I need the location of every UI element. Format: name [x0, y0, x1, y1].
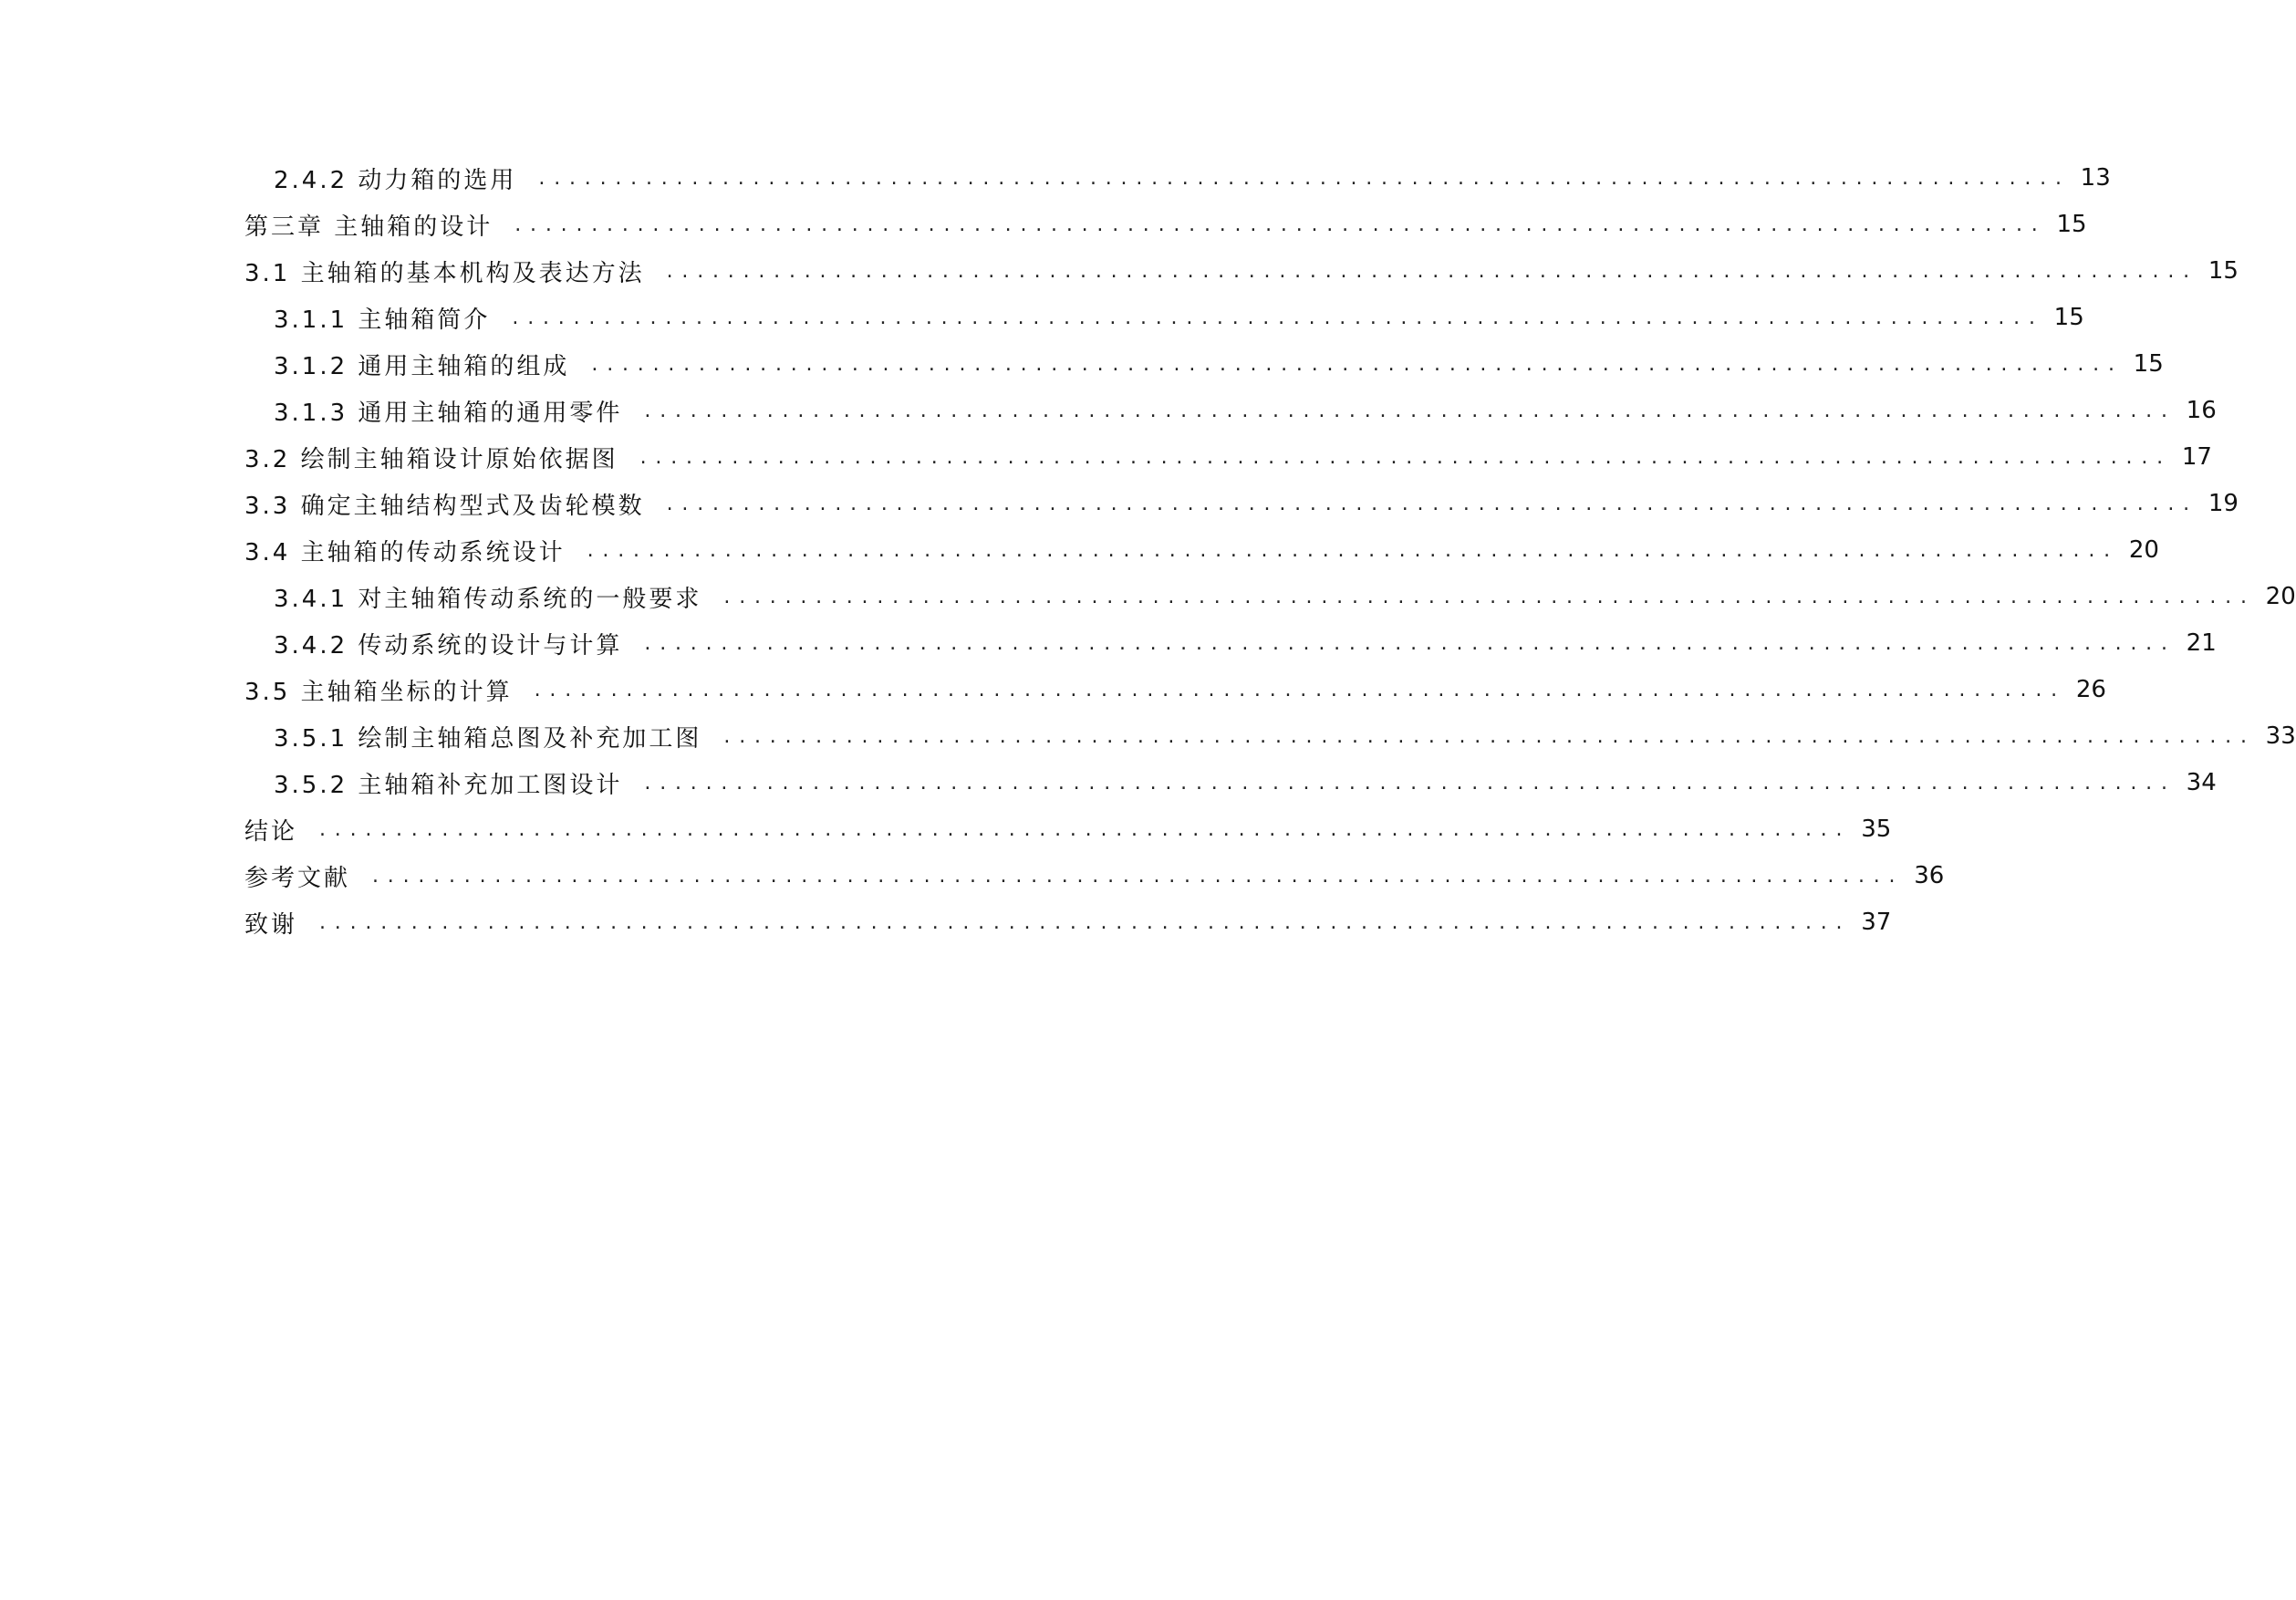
toc-entry[interactable] — [244, 811, 1892, 847]
toc-entry[interactable] — [244, 253, 2239, 289]
toc-entry-label: 3.1.1 主轴箱简介 — [274, 306, 491, 334]
toc-page-number: 15 — [2053, 304, 2084, 331]
toc-entry-label: 3.4 主轴箱的传动系统设计 — [244, 538, 566, 566]
toc-dot-leader: .................................................................................................... — [723, 724, 2256, 748]
toc-dot-leader: .................................................................................................... — [591, 352, 2124, 376]
toc-page-number: 20 — [2265, 583, 2296, 610]
toc-page-number: 37 — [1861, 909, 1892, 936]
toc-dot-leader: .................................................................................................... — [514, 213, 2047, 236]
toc-entry-label: 3.1.2 通用主轴箱的组成 — [274, 352, 570, 380]
toc-page-number: 35 — [1861, 816, 1892, 843]
toc-dot-leader: .................................................................................................... — [534, 678, 2066, 701]
toc-page-number: 19 — [2208, 490, 2239, 517]
toc-entry-label: 参考文献 — [244, 864, 351, 892]
toc-dot-leader: .................................................................................................... — [666, 492, 2198, 515]
toc-entry[interactable] — [244, 485, 2239, 522]
toc-dot-leader: .................................................................................................... — [644, 771, 2177, 795]
toc-dot-leader: .................................................................................................... — [644, 631, 2177, 655]
toc-page-number: 16 — [2186, 397, 2217, 424]
toc-entry-label: 3.5.1 绘制主轴箱总图及补充加工图 — [274, 724, 702, 753]
toc-dot-leader: .................................................................................................... — [666, 259, 2198, 283]
toc-entry[interactable] — [274, 299, 2084, 336]
toc-dot-leader: .................................................................................................... — [639, 445, 2172, 469]
toc-dot-leader: .................................................................................................... — [644, 399, 2177, 422]
toc-entry[interactable] — [274, 160, 2111, 196]
toc-entry-label: 3.3 确定主轴结构型式及齿轮模数 — [244, 492, 645, 520]
toc-entry-label: 3.1.3 通用主轴箱的通用零件 — [274, 399, 623, 427]
toc-entry[interactable] — [274, 346, 2164, 382]
toc-page-number: 17 — [2181, 443, 2212, 471]
toc-entry-label: 3.5.2 主轴箱补充加工图设计 — [274, 771, 623, 799]
toc-entry[interactable] — [244, 857, 1945, 894]
toc-page-number: 15 — [2208, 257, 2239, 285]
toc-dot-leader: .................................................................................................... — [538, 166, 2071, 190]
toc-page-number: 34 — [2186, 769, 2217, 796]
toc-entry[interactable] — [244, 904, 1892, 940]
toc-entry[interactable] — [274, 392, 2217, 429]
toc-dot-leader: .................................................................................................... — [372, 864, 1905, 888]
toc-page-number: 33 — [2265, 722, 2296, 750]
toc-entry-label: 3.2 绘制主轴箱设计原始依据图 — [244, 445, 618, 473]
toc-dot-leader: .................................................................................................... — [587, 538, 2119, 562]
toc-entry-label: 3.4.1 对主轴箱传动系统的一般要求 — [274, 585, 702, 613]
toc-entry[interactable] — [274, 764, 2217, 801]
toc-entry[interactable] — [244, 671, 2106, 708]
toc-page-number: 15 — [2133, 350, 2164, 378]
toc-entry-label: 致谢 — [244, 910, 298, 939]
toc-entry[interactable] — [274, 625, 2217, 661]
toc-entry-label: 结论 — [244, 817, 298, 846]
toc-page-number: 36 — [1914, 862, 1945, 889]
toc-entry[interactable] — [274, 578, 2296, 615]
toc-entry-label: 2.4.2 动力箱的选用 — [274, 166, 517, 194]
toc-page-number: 13 — [2080, 164, 2111, 192]
toc-dot-leader: .................................................................................................... — [723, 585, 2256, 608]
toc-entry-label: 3.5 主轴箱坐标的计算 — [244, 678, 513, 706]
toc-entry[interactable] — [274, 718, 2296, 754]
toc-dot-leader: .................................................................................................... — [319, 817, 1852, 841]
toc-entry[interactable] — [244, 206, 2087, 243]
toc-page-number: 20 — [2128, 536, 2159, 564]
toc-dot-leader: .................................................................................................... — [319, 910, 1852, 934]
toc-page-number: 15 — [2056, 211, 2087, 238]
toc-page-number: 26 — [2075, 676, 2106, 703]
toc-dot-leader: .................................................................................................... — [512, 306, 2044, 329]
toc-page-number: 21 — [2186, 629, 2217, 657]
toc-entry-label: 3.1 主轴箱的基本机构及表达方法 — [244, 259, 645, 287]
toc-entry-label: 3.4.2 传动系统的设计与计算 — [274, 631, 623, 660]
toc-entry-label: 第三章 主轴箱的设计 — [244, 213, 493, 241]
toc-entry[interactable] — [244, 439, 2212, 475]
toc-entry[interactable] — [244, 532, 2159, 568]
